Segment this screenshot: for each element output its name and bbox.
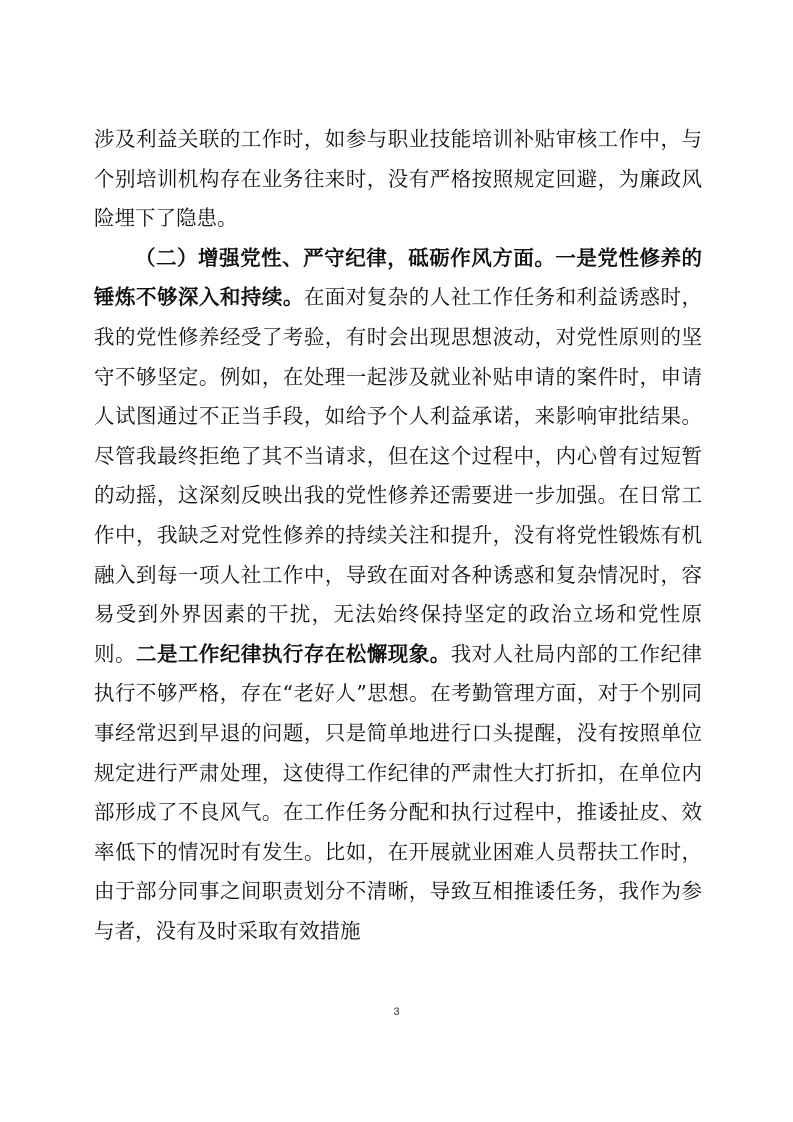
point-two-body: 我对人社局内部的工作纪律执行不够严格，存在“老好人”思想。在考勤管理方面，对于个别同事经常迟到早退的问题，只是简单地进行口头提醒，没有按照单位规定进行严肃处理，这使得工作纪律的严肃性大打折扣，在单位内部形成了不良风气。在工作任务分配和执行过程中，推诿扯皮、效率低下的情况时有发生。比如，在开展就业困难人员帮扶工作时，由于部分同事之间职责划分不清晰，导致互相推诿任务，我作为参与者，没有及时采取有效措施 [94, 641, 703, 943]
point-two-title: 二是工作纪律执行存在松懈现象。 [135, 641, 451, 666]
paragraph-continuation: 涉及利益关联的工作时，如参与职业技能培训补贴审核工作中，与个别培训机构存在业务往来时，没有严格按照规定回避，为廉政风险埋下了隐患。 [94, 127, 702, 231]
point-one-body: 在面对复杂的人社工作任务和利益诱惑时，我的党性修养经受了考验，有时会出现思想波动，对党性原则的坚守不够坚定。例如，在处理一起涉及就业补贴申请的案件时，申请人试图通过不正当手段，如给予个人利益承诺，来影响审批结果。尽管我最终拒绝了其不当请求，但在这个过程中，内心曾有过短暂的动摇，这深刻反映出我的党性修养还需要进一步加强。在日常工作中，我缺乏对党性修养的持续关注和提升，没有将党性锻炼有机融入到每一项人社工作中，导致在面对各种诱惑和复杂情况时，容易受到外界因素的干扰，无法始终保持坚定的政治立场和党性原则。 [94, 285, 703, 666]
point-one-title: 一是党性修养的锤炼不够深入和持续。 [94, 245, 703, 310]
paragraph-section-two [94, 239, 702, 952]
page-number: 3 [393, 1006, 400, 1018]
document-body [94, 120, 702, 951]
section-heading: （二）增强党性、严守纪律，砥砺作风方面。 [135, 245, 556, 270]
